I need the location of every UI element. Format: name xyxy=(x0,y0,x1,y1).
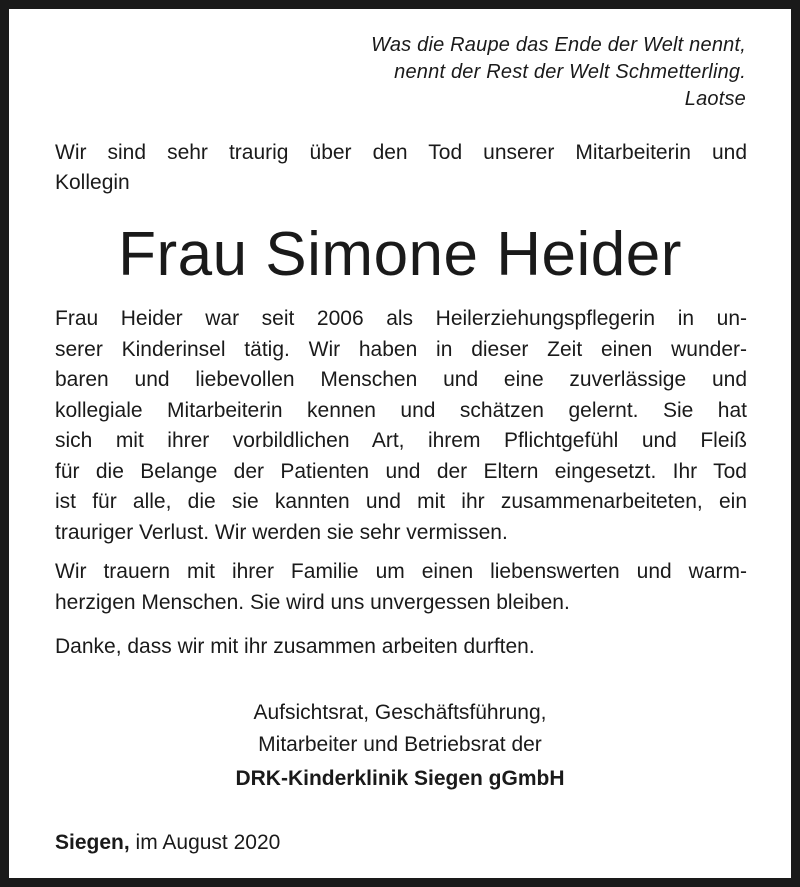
paragraph-thanks xyxy=(55,632,747,663)
signature-line-2: Mitarbeiter und Betriebsrat der xyxy=(258,733,542,756)
paragraph-line: sich mit ihrer vorbildlichen Art, ihrem Pflichtgefühl und Fleiß xyxy=(55,429,747,452)
place-city: Siegen, xyxy=(55,831,130,854)
paragraph-line: baren und liebevollen Menschen und eine zuverlässige und xyxy=(55,368,747,391)
intro-line-1: Wir sind sehr traurig über den Tod unserer Mitarbeiterin und xyxy=(55,141,747,164)
organization-name: DRK-Kinderklinik Siegen gGmbH xyxy=(235,767,565,790)
place-date xyxy=(55,828,280,858)
paragraph-tribute xyxy=(55,304,747,548)
paragraph-line: ist für alle, die sie kannten und mit ihr zusammenarbeiteten, ein xyxy=(55,490,747,513)
quote-author: Laotse xyxy=(684,88,746,110)
paragraph-mourning xyxy=(55,557,747,618)
deceased-name: Frau Simone Heider xyxy=(118,220,682,289)
signature-block xyxy=(0,697,800,795)
quote-line-1: Was die Raupe das Ende der Welt nennt, xyxy=(371,34,746,56)
paragraph-line: Frau Heider war seit 2006 als Heilerziehungspflegerin in un- xyxy=(55,307,747,330)
signature-line-1: Aufsichtsrat, Geschäftsführung, xyxy=(253,701,547,724)
paragraph-line: kollegiale Mitarbeiterin kennen und schätzen gelernt. Sie hat xyxy=(55,398,747,422)
intro-text xyxy=(55,138,747,198)
paragraph-line: herzigen Menschen. Sie wird uns unvergessen bleiben. xyxy=(55,590,570,614)
epigraph-quote xyxy=(371,32,746,113)
paragraph-line: trauriger Verlust. Wir werden sie sehr vermissen. xyxy=(55,520,508,544)
paragraph-line: Danke, dass wir mit ihr zusammen arbeiten durften. xyxy=(55,635,535,658)
quote-line-2: nennt der Rest der Welt Schmetterling. xyxy=(394,61,746,83)
intro-line-2: Kollegin xyxy=(55,171,130,194)
paragraph-line: für die Belange der Patienten und der Eltern eingesetzt. Ihr Tod xyxy=(55,459,747,483)
notice-date: im August 2020 xyxy=(135,831,281,854)
paragraph-line: serer Kinderinsel tätig. Wir haben in dieser Zeit einen wunder- xyxy=(55,337,747,361)
paragraph-line: Wir trauern mit ihrer Familie um einen liebenswerten und warm- xyxy=(55,560,747,583)
